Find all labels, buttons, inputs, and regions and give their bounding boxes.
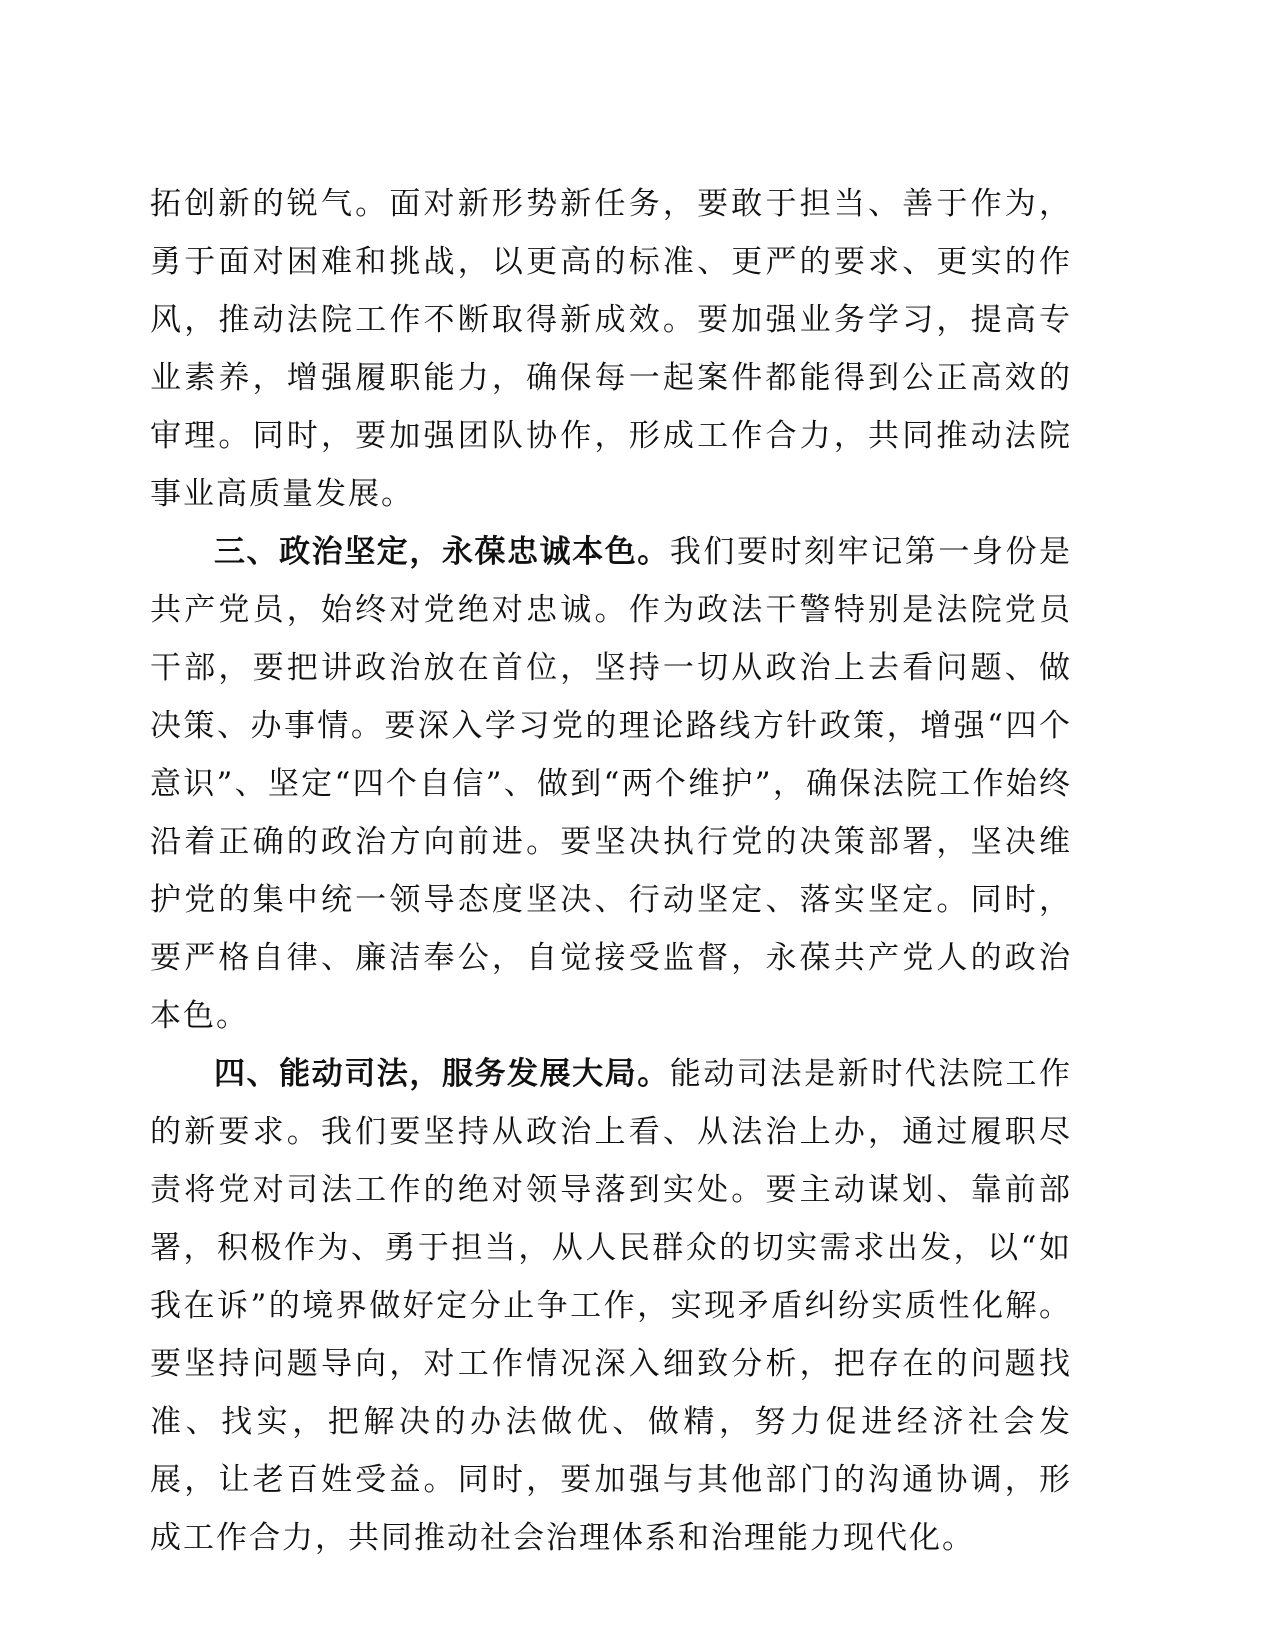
section-heading: 四、能动司法，服务发展大局。 — [214, 1056, 670, 1092]
paragraph-text: 能动司法是新时代法院工作的新要求。我们要坚持从政治上看、从法治上办，通过履职尽责将党对司法工作的绝对领导落到实处。要主动谋划、靠前部署，积极作为、勇于担当，从人民群众的切实需求出发，以“如我在诉”的境界做好定分止争工作，实现矛盾纠纷实质性化解。要坚持问题导向，对工作情况深入细致分析，把存在的问题找准、找实，把解决的办法做优、做精，努力促进经济社会发展，让老百姓受益。同时，要加强与其他部门的沟通协调，形成工作合力，共同推动社会治理体系和治理能力现代化。 — [150, 1056, 1073, 1556]
document-page — [150, 175, 1072, 1567]
paragraph-text: 我们要时刻牢记第一身份是共产党员，始终对党绝对忠诚。作为政法干警特别是法院党员干部，要把讲政治放在首位，坚持一切从政治上去看问题、做决策、办事情。要深入学习党的理论路线方针政策，增强“四个意识”、坚定“四个自信”、做到“两个维护”，确保法院工作始终沿着正确的政治方向前进。要坚决执行党的决策部署，坚决维护党的集中统一领导态度坚决、行动坚定、落实坚定。同时，要严格自律、廉洁奉公，自觉接受监督，永葆共产党人的政治本色。 — [150, 534, 1073, 1034]
paragraph-text: 拓创新的锐气。面对新形势新任务，要敢于担当、善于作为，勇于面对困难和挑战，以更高的标准、更严的要求、更实的作风，推动法院工作不断取得新成效。要加强业务学习，提高专业素养，增强履职能力，确保每一起案件都能得到公正高效的审理。同时，要加强团队协作，形成工作合力，共同推动法院事业高质量发展。 — [150, 186, 1072, 512]
paragraph-continuation — [150, 175, 1072, 523]
paragraph-section-four — [150, 1045, 1072, 1567]
paragraph-section-three — [150, 523, 1072, 1045]
section-heading: 三、政治坚定，永葆忠诚本色。 — [214, 534, 670, 570]
